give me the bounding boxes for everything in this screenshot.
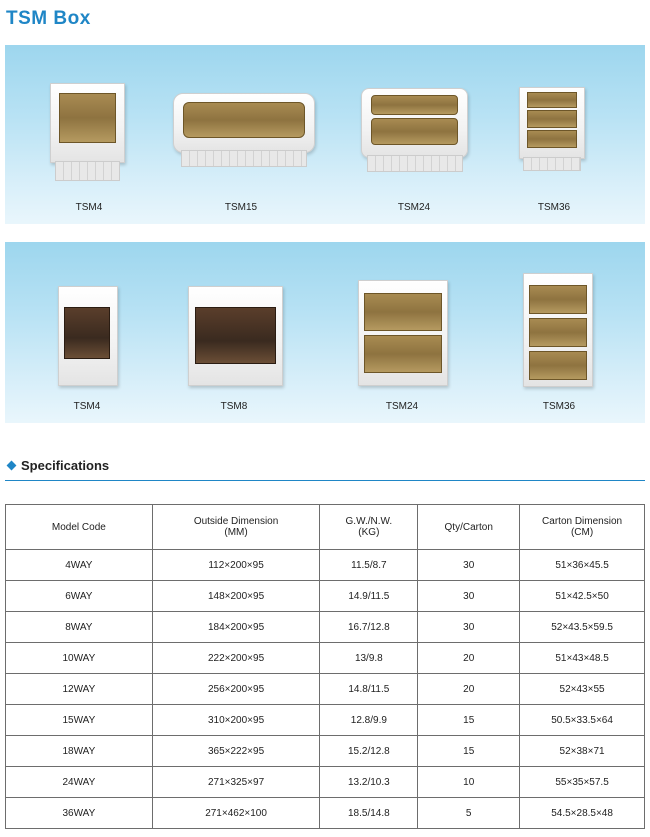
cell-model: 6WAY — [6, 581, 153, 612]
cell-carton: 54.5×28.5×48 — [520, 798, 645, 829]
table-row — [6, 612, 645, 643]
cell-outside: 112×200×95 — [152, 550, 320, 581]
section-heading-text: Specifications — [21, 458, 110, 473]
product-image-tsm36 — [519, 87, 589, 172]
cell-weight: 15.2/12.8 — [320, 736, 418, 767]
specifications-table — [5, 504, 645, 829]
cell-model: 36WAY — [6, 798, 153, 829]
cell-weight: 16.7/12.8 — [320, 612, 418, 643]
product-caption: TSM4 — [73, 401, 101, 412]
cell-carton: 55×35×57.5 — [520, 767, 645, 798]
product-image-tsm24 — [361, 88, 471, 173]
table-row — [6, 705, 645, 736]
product-gallery-bottom — [5, 242, 645, 423]
cell-qty: 30 — [418, 612, 520, 643]
cell-weight: 18.5/14.8 — [320, 798, 418, 829]
table-row — [6, 798, 645, 829]
cell-qty: 20 — [418, 674, 520, 705]
cell-outside: 365×222×95 — [152, 736, 320, 767]
column-header-qty: Qty/Carton — [418, 505, 520, 550]
cell-model: 18WAY — [6, 736, 153, 767]
column-header-model: Model Code — [6, 505, 153, 550]
diamond-bullet-icon — [7, 461, 17, 471]
cell-model: 12WAY — [6, 674, 153, 705]
cell-carton: 51×43×48.5 — [520, 643, 645, 674]
table-row — [6, 581, 645, 612]
table-header-row — [6, 505, 645, 550]
page-title: TSM Box — [6, 8, 91, 29]
product-caption: TSM36 — [542, 401, 576, 412]
cell-weight: 13/9.8 — [320, 643, 418, 674]
cell-qty: 10 — [418, 767, 520, 798]
product-caption: TSM15 — [224, 202, 258, 213]
cell-model: 8WAY — [6, 612, 153, 643]
column-header-carton-dimension: Carton Dimension (CM) — [520, 505, 645, 550]
product-caption: TSM8 — [220, 401, 248, 412]
cell-carton: 52×43×55 — [520, 674, 645, 705]
cell-weight: 14.9/11.5 — [320, 581, 418, 612]
cell-weight: 11.5/8.7 — [320, 550, 418, 581]
product-image-tsm8 — [188, 286, 283, 386]
cell-qty: 20 — [418, 643, 520, 674]
product-image-tsm15 — [173, 93, 315, 168]
cell-outside: 256×200×95 — [152, 674, 320, 705]
table-row — [6, 643, 645, 674]
divider — [5, 480, 645, 481]
cell-model: 4WAY — [6, 550, 153, 581]
cell-weight: 12.8/9.9 — [320, 705, 418, 736]
cell-model: 15WAY — [6, 705, 153, 736]
table-row — [6, 674, 645, 705]
product-image-tsm4-surface — [58, 286, 118, 386]
product-image-tsm36-surface — [523, 273, 595, 388]
cell-carton: 51×36×45.5 — [520, 550, 645, 581]
cell-carton: 52×38×71 — [520, 736, 645, 767]
cell-outside: 222×200×95 — [152, 643, 320, 674]
cell-carton: 50.5×33.5×64 — [520, 705, 645, 736]
product-gallery-top — [5, 45, 645, 224]
table-row — [6, 736, 645, 767]
cell-qty: 15 — [418, 705, 520, 736]
product-caption: TSM24 — [385, 401, 419, 412]
cell-carton: 51×42.5×50 — [520, 581, 645, 612]
table-row — [6, 767, 645, 798]
product-caption: TSM4 — [75, 202, 103, 213]
table-row — [6, 550, 645, 581]
cell-carton: 52×43.5×59.5 — [520, 612, 645, 643]
cell-outside: 184×200×95 — [152, 612, 320, 643]
cell-weight: 14.8/11.5 — [320, 674, 418, 705]
column-header-outside-dimension: Outside Dimension (MM) — [152, 505, 320, 550]
cell-qty: 5 — [418, 798, 520, 829]
product-image-tsm4 — [50, 83, 125, 183]
column-header-weight: G.W./N.W. (KG) — [320, 505, 418, 550]
product-image-tsm24-surface — [358, 280, 450, 388]
cell-weight: 13.2/10.3 — [320, 767, 418, 798]
cell-qty: 30 — [418, 581, 520, 612]
cell-outside: 271×325×97 — [152, 767, 320, 798]
section-heading — [6, 458, 109, 473]
product-caption: TSM36 — [537, 202, 571, 213]
cell-model: 10WAY — [6, 643, 153, 674]
cell-qty: 15 — [418, 736, 520, 767]
cell-outside: 148×200×95 — [152, 581, 320, 612]
cell-outside: 271×462×100 — [152, 798, 320, 829]
cell-model: 24WAY — [6, 767, 153, 798]
cell-outside: 310×200×95 — [152, 705, 320, 736]
cell-qty: 30 — [418, 550, 520, 581]
product-caption: TSM24 — [397, 202, 431, 213]
